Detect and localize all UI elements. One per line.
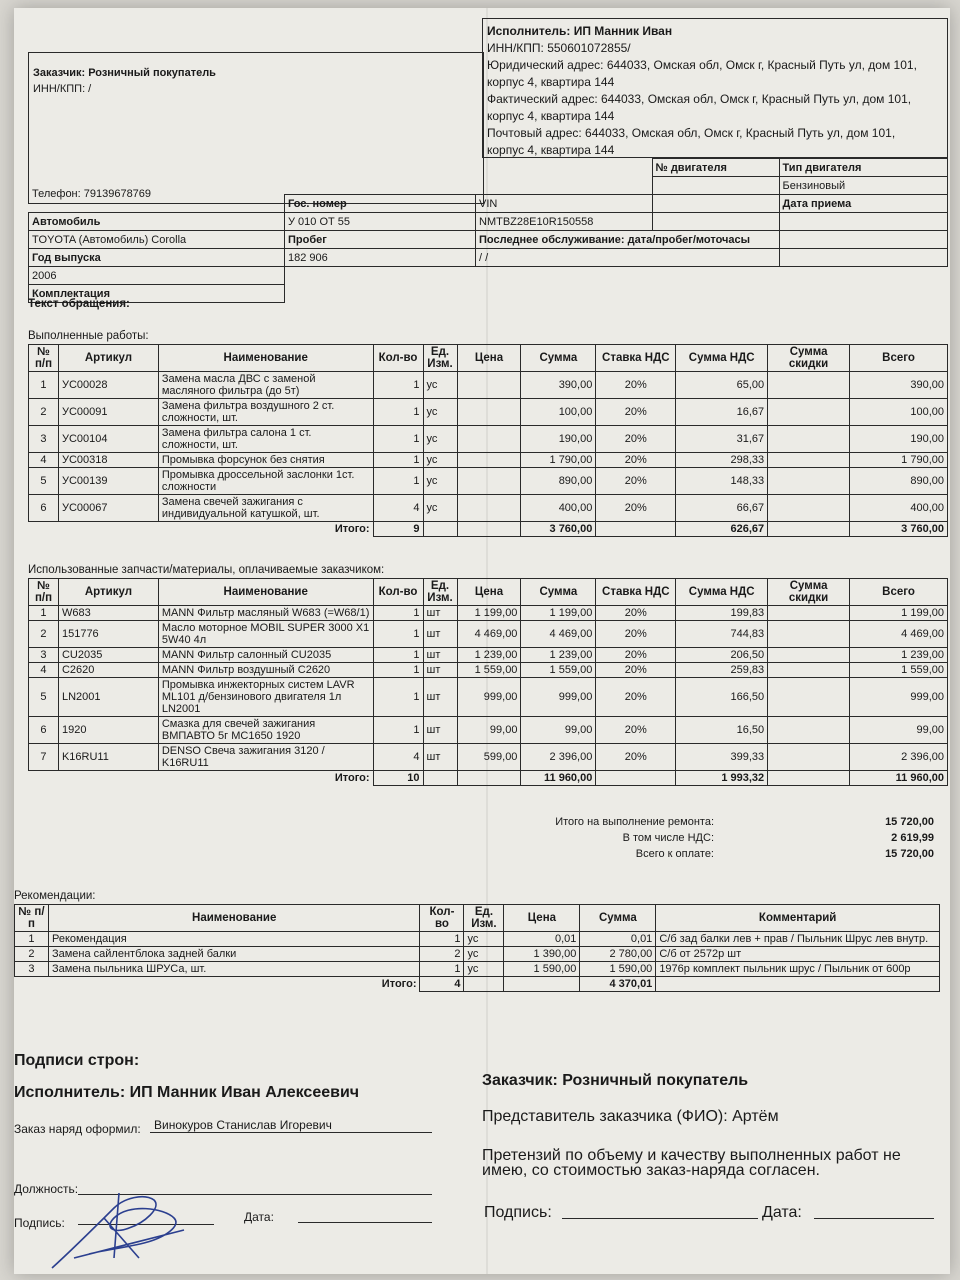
table-cell: 5: [29, 678, 59, 717]
table-cell: 20%: [596, 495, 676, 522]
table-cell: 2 396,00: [850, 744, 948, 771]
table-cell: 20%: [596, 744, 676, 771]
table-cell: 1: [373, 399, 423, 426]
table-cell: 1 790,00: [521, 453, 596, 468]
table-cell: 1: [373, 621, 423, 648]
signatures-title: Подписи строн:: [14, 1052, 140, 1069]
table-cell: 390,00: [850, 372, 948, 399]
car-label: Автомобиль: [29, 213, 285, 231]
col-price: Цена: [504, 905, 580, 932]
col-unit: Ед. Изм.: [423, 579, 457, 606]
table-cell: 1 590,00: [504, 962, 580, 977]
table-cell: Масло моторное MOBIL SUPER 3000 X1 5W40 4л: [158, 621, 373, 648]
col-vat-sum: Сумма НДС: [676, 345, 768, 372]
table-cell: 2: [29, 399, 59, 426]
works-total-all: 3 760,00: [850, 522, 948, 537]
repair-total: 15 720,00: [885, 816, 934, 828]
last-service-value: / /: [476, 249, 780, 267]
table-cell: 206,50: [676, 648, 768, 663]
table-cell: Промывка форсунок без снятия: [158, 453, 373, 468]
table-cell: Смазка для свечей зажигания ВМПАВТО 5г МС1650 1920: [158, 717, 373, 744]
works-body: [29, 372, 948, 522]
works-total-qty: 9: [373, 522, 423, 537]
table-cell: MANN Фильтр воздушный C2620: [158, 663, 373, 678]
col-discount: Сумма скидки: [768, 579, 850, 606]
vat-total: 2 619,99: [891, 832, 934, 844]
table-cell: 1: [373, 372, 423, 399]
recs-total-label: Итого:: [15, 977, 420, 992]
table-cell: 6: [29, 495, 59, 522]
car-value: TOYOTA (Автомобиль) Corolla: [29, 231, 285, 249]
table-cell: 1: [373, 678, 423, 717]
executor-name: Исполнитель: ИП Манник Иван: [487, 24, 673, 38]
table-cell: 3: [29, 648, 59, 663]
works-total-sum: 3 760,00: [521, 522, 596, 537]
table-cell: УС00028: [58, 372, 158, 399]
table-cell: 1 239,00: [850, 648, 948, 663]
table-cell: [768, 399, 850, 426]
col-no: № п/п: [29, 579, 59, 606]
table-row: [29, 648, 948, 663]
table-cell: K16RU11: [58, 744, 158, 771]
table-cell: 20%: [596, 399, 676, 426]
table-cell: 190,00: [521, 426, 596, 453]
col-vat-rate: Ставка НДС: [596, 345, 676, 372]
table-cell: шт: [423, 621, 457, 648]
phone-line: Телефон: 79139678769: [32, 188, 152, 200]
table-cell: 7: [29, 744, 59, 771]
table-cell: ус: [464, 932, 504, 947]
works-table: [28, 344, 948, 537]
table-cell: DENSO Свеча зажигания 3120 / K16RU11: [158, 744, 373, 771]
table-cell: 1 559,00: [850, 663, 948, 678]
col-name: Наименование: [158, 579, 373, 606]
col-price: Цена: [457, 579, 521, 606]
table-cell: [457, 399, 521, 426]
table-cell: 2 780,00: [580, 947, 656, 962]
table-cell: [768, 372, 850, 399]
table-cell: 1: [29, 372, 59, 399]
table-cell: 1: [373, 453, 423, 468]
table-cell: [768, 648, 850, 663]
table-cell: шт: [423, 648, 457, 663]
table-cell: 1: [373, 648, 423, 663]
table-cell: [457, 426, 521, 453]
table-row: [29, 372, 948, 399]
col-article: Артикул: [58, 345, 158, 372]
customer-signature-line: [562, 1218, 758, 1219]
table-cell: 20%: [596, 426, 676, 453]
works-total-vat: 626,67: [676, 522, 768, 537]
table-cell: W683: [58, 606, 158, 621]
table-cell: 100,00: [521, 399, 596, 426]
recs-total-row: [15, 977, 940, 992]
table-cell: 4: [373, 744, 423, 771]
col-article: Артикул: [58, 579, 158, 606]
table-cell: 31,67: [676, 426, 768, 453]
col-comment: Комментарий: [656, 905, 940, 932]
col-discount: Сумма скидки: [768, 345, 850, 372]
table-cell: [457, 372, 521, 399]
table-row: [29, 678, 948, 717]
table-cell: 4: [29, 453, 59, 468]
customer-representative: Представитель заказчика (ФИО): Артём: [482, 1108, 779, 1125]
parts-total-row: [29, 771, 948, 786]
parts-section: [28, 578, 948, 786]
table-cell: 20%: [596, 621, 676, 648]
table-cell: 1 239,00: [457, 648, 521, 663]
table-cell: шт: [423, 717, 457, 744]
table-row: [29, 717, 948, 744]
executor-actual-address: Фактический адрес: 644033, Омская обл, Омск г, Красный Путь ул, дом 101,: [487, 92, 912, 106]
table-cell: 4 469,00: [850, 621, 948, 648]
parts-title: Использованные запчасти/материалы, оплачиваемые заказчиком:: [28, 564, 385, 576]
executor-postal-address-2: корпус 4, квартира 144: [487, 143, 615, 157]
table-cell: 999,00: [521, 678, 596, 717]
table-cell: 100,00: [850, 399, 948, 426]
works-section: [28, 344, 948, 537]
table-cell: MANN Фильтр салонный CU2035: [158, 648, 373, 663]
table-cell: С/б от 2572р шт: [656, 947, 940, 962]
works-total-row: [29, 522, 948, 537]
table-cell: 1: [373, 663, 423, 678]
table-cell: УС00091: [58, 399, 158, 426]
mileage-value: 182 906: [285, 249, 476, 267]
table-cell: [768, 717, 850, 744]
col-unit: Ед. Изм.: [464, 905, 504, 932]
pay-total: 15 720,00: [885, 848, 934, 860]
table-cell: [457, 495, 521, 522]
table-cell: Замена фильтра воздушного 2 ст. сложности, шт.: [158, 399, 373, 426]
table-cell: ус: [423, 468, 457, 495]
engine-type: Бензиновый: [779, 177, 948, 195]
table-cell: 1: [29, 606, 59, 621]
col-sum: Сумма: [521, 579, 596, 606]
plate-label: Гос. номер: [285, 195, 476, 213]
table-cell: 4: [29, 663, 59, 678]
table-row: [29, 453, 948, 468]
col-sum: Сумма: [521, 345, 596, 372]
table-cell: 890,00: [850, 468, 948, 495]
kit-label: Комплектация: [29, 285, 285, 303]
table-cell: 20%: [596, 678, 676, 717]
engine-no-label: № двигателя: [652, 159, 779, 177]
table-cell: ус: [464, 947, 504, 962]
work-order-sheet: [14, 8, 950, 1274]
table-cell: [768, 663, 850, 678]
recs-header-row: [15, 905, 940, 932]
table-cell: 20%: [596, 453, 676, 468]
table-cell: 1976р комплект пыльник шрус / Пыльник от 600р: [656, 962, 940, 977]
parts-total-label: Итого:: [29, 771, 374, 786]
col-sum: Сумма: [580, 905, 656, 932]
table-cell: 65,00: [676, 372, 768, 399]
year-value: 2006: [29, 267, 285, 285]
table-cell: [768, 678, 850, 717]
table-cell: LN2001: [58, 678, 158, 717]
table-cell: 3: [15, 962, 49, 977]
date-line: [298, 1222, 432, 1223]
table-cell: [768, 744, 850, 771]
works-total-label: Итого:: [29, 522, 374, 537]
table-cell: 4: [373, 495, 423, 522]
table-row: [15, 932, 940, 947]
executor-inn: ИНН/КПП: 550601072855/: [487, 41, 631, 55]
col-total: Всего: [850, 579, 948, 606]
table-cell: 4 469,00: [457, 621, 521, 648]
table-row: [29, 663, 948, 678]
order-by-name: Винокуров Станислав Игоревич: [154, 1118, 332, 1132]
parts-total-vat: 1 993,32: [676, 771, 768, 786]
col-name: Наименование: [48, 905, 420, 932]
table-cell: УС00318: [58, 453, 158, 468]
table-cell: 390,00: [521, 372, 596, 399]
recs-total-sum: 4 370,01: [580, 977, 656, 992]
position-label: Должность:: [14, 1182, 79, 1196]
table-cell: 20%: [596, 468, 676, 495]
table-cell: Рекомендация: [48, 932, 420, 947]
table-row: [29, 399, 948, 426]
table-cell: 1: [373, 606, 423, 621]
table-cell: 16,50: [676, 717, 768, 744]
table-cell: 1: [420, 962, 464, 977]
table-cell: 2: [420, 947, 464, 962]
table-cell: 1: [15, 932, 49, 947]
table-cell: CU2035: [58, 648, 158, 663]
customer-date-label: Дата:: [762, 1204, 802, 1221]
table-cell: ус: [423, 372, 457, 399]
pay-label: Всего к оплате:: [635, 848, 714, 860]
table-cell: 599,00: [457, 744, 521, 771]
col-no: № п/п: [15, 905, 49, 932]
table-cell: 0,01: [580, 932, 656, 947]
table-cell: 1 590,00: [580, 962, 656, 977]
table-cell: 1 199,00: [457, 606, 521, 621]
executor-postal-address: Почтовый адрес: 644033, Омская обл, Омск г, Красный Путь ул, дом 101,: [487, 126, 896, 140]
order-by-line: [150, 1132, 432, 1133]
reception-date-label: Дата приема: [779, 195, 948, 213]
table-cell: Замена пыльника ШРУСа, шт.: [48, 962, 420, 977]
engine-type-label: Тип двигателя: [779, 159, 948, 177]
last-service-label: Последнее обслуживание: дата/пробег/моточасы: [476, 231, 780, 249]
table-cell: УС00067: [58, 495, 158, 522]
col-no: № п/п: [29, 345, 59, 372]
table-cell: 199,83: [676, 606, 768, 621]
table-cell: шт: [423, 744, 457, 771]
table-cell: 1920: [58, 717, 158, 744]
table-cell: 20%: [596, 606, 676, 621]
table-cell: [768, 606, 850, 621]
table-cell: 298,33: [676, 453, 768, 468]
table-cell: УС00104: [58, 426, 158, 453]
table-cell: 99,00: [850, 717, 948, 744]
table-cell: шт: [423, 606, 457, 621]
table-cell: 1 559,00: [457, 663, 521, 678]
table-cell: 1: [420, 932, 464, 947]
vat-label: В том числе НДС:: [622, 832, 714, 844]
table-cell: шт: [423, 663, 457, 678]
table-cell: 0,01: [504, 932, 580, 947]
works-header-row: [29, 345, 948, 372]
executor-legal-address: Юридический адрес: 644033, Омская обл, Омск г, Красный Путь ул, дом 101,: [487, 58, 917, 72]
table-cell: 2: [15, 947, 49, 962]
table-cell: 6: [29, 717, 59, 744]
customer-signature-name: Заказчик: Розничный покупатель: [482, 1072, 749, 1089]
table-cell: 151776: [58, 621, 158, 648]
recs-total-qty: 4: [420, 977, 464, 992]
table-cell: Замена сайлентблока задней балки: [48, 947, 420, 962]
table-row: [29, 495, 948, 522]
table-cell: 890,00: [521, 468, 596, 495]
request-label: Текст обращения:: [28, 298, 130, 310]
col-qty: Кол-во: [373, 579, 423, 606]
table-cell: 1 199,00: [521, 606, 596, 621]
table-cell: [457, 453, 521, 468]
table-cell: 999,00: [850, 678, 948, 717]
engine-no: [652, 177, 779, 195]
table-cell: шт: [423, 678, 457, 717]
vehicle-table: [28, 158, 948, 303]
customer-signature-label: Подпись:: [484, 1204, 552, 1221]
table-cell: [457, 468, 521, 495]
vin-value: NMTBZ28E10R150558: [476, 213, 653, 231]
table-row: [15, 947, 940, 962]
executor-legal-address-2: корпус 4, квартира 144: [487, 75, 615, 89]
table-cell: ус: [423, 399, 457, 426]
recs-table: [14, 904, 940, 992]
executor-box: [482, 18, 948, 158]
col-price: Цена: [457, 345, 521, 372]
table-cell: ус: [464, 962, 504, 977]
parts-total-all: 11 960,00: [850, 771, 948, 786]
signature-label: Подпись:: [14, 1216, 65, 1230]
parts-body: [29, 606, 948, 771]
table-cell: C2620: [58, 663, 158, 678]
table-cell: [768, 495, 850, 522]
table-cell: Промывка дроссельной заслонки 1ст. сложности: [158, 468, 373, 495]
col-name: Наименование: [158, 345, 373, 372]
table-cell: 1: [373, 468, 423, 495]
table-cell: 3: [29, 426, 59, 453]
executor-signature-name: Исполнитель: ИП Манник Иван Алексеевич: [14, 1084, 360, 1101]
date-label: Дата:: [244, 1210, 274, 1224]
table-cell: 1 199,00: [850, 606, 948, 621]
table-cell: 66,67: [676, 495, 768, 522]
table-cell: 20%: [596, 648, 676, 663]
table-cell: 166,50: [676, 678, 768, 717]
header-block: [28, 18, 948, 300]
table-cell: ус: [423, 426, 457, 453]
table-cell: 4 469,00: [521, 621, 596, 648]
parts-table: [28, 578, 948, 786]
table-row: [29, 468, 948, 495]
table-cell: ус: [423, 453, 457, 468]
table-cell: Замена масла ДВС с заменой масляного фильтра (до 5т): [158, 372, 373, 399]
table-cell: 999,00: [457, 678, 521, 717]
table-row: [15, 962, 940, 977]
col-unit: Ед. Изм.: [423, 345, 457, 372]
col-vat-sum: Сумма НДС: [676, 579, 768, 606]
col-qty: Кол-во: [373, 345, 423, 372]
claim-text: Претензий по объему и качеству выполненных работ не имею, со стоимостью заказ-наряда согласен.: [482, 1147, 901, 1179]
table-cell: 5: [29, 468, 59, 495]
table-cell: 259,83: [676, 663, 768, 678]
table-cell: 16,67: [676, 399, 768, 426]
executor-actual-address-2: корпус 4, квартира 144: [487, 109, 615, 123]
vin-label: VIN: [476, 195, 653, 213]
recs-section: [14, 904, 940, 992]
table-cell: 20%: [596, 717, 676, 744]
col-total: Всего: [850, 345, 948, 372]
table-cell: 1 239,00: [521, 648, 596, 663]
recs-body: [15, 932, 940, 977]
parts-total-sum: 11 960,00: [521, 771, 596, 786]
table-cell: 2: [29, 621, 59, 648]
table-cell: 2 396,00: [521, 744, 596, 771]
col-vat-rate: Ставка НДС: [596, 579, 676, 606]
parts-header-row: [29, 579, 948, 606]
table-cell: 1 790,00: [850, 453, 948, 468]
customer-line: Заказчик: Розничный покупатель: [33, 67, 216, 79]
table-cell: ус: [423, 495, 457, 522]
table-cell: 1: [373, 426, 423, 453]
table-cell: 744,83: [676, 621, 768, 648]
recs-title: Рекомендации:: [14, 890, 96, 902]
table-cell: 190,00: [850, 426, 948, 453]
table-row: [29, 606, 948, 621]
repair-label: Итого на выполнение ремонта:: [555, 816, 714, 828]
order-by-label: Заказ наряд оформил:: [14, 1122, 141, 1136]
table-cell: 1: [373, 717, 423, 744]
table-row: [29, 621, 948, 648]
table-cell: 1 390,00: [504, 947, 580, 962]
table-cell: 399,33: [676, 744, 768, 771]
table-cell: [768, 426, 850, 453]
customer-date-line: [814, 1218, 934, 1219]
table-cell: [768, 468, 850, 495]
parts-total-qty: 10: [373, 771, 423, 786]
table-cell: 20%: [596, 663, 676, 678]
inn-line: ИНН/КПП: /: [33, 83, 92, 95]
table-cell: 1 559,00: [521, 663, 596, 678]
year-label: Год выпуска: [29, 249, 285, 267]
table-cell: С/б зад балки лев + прав / Пыльник Шрус лев внутр.: [656, 932, 940, 947]
plate-value: У 010 ОТ 55: [285, 213, 476, 231]
table-cell: MANN Фильтр масляный W683 (=W68/1): [158, 606, 373, 621]
table-cell: 99,00: [457, 717, 521, 744]
table-row: [29, 426, 948, 453]
table-cell: УС00139: [58, 468, 158, 495]
table-cell: 99,00: [521, 717, 596, 744]
table-cell: 400,00: [521, 495, 596, 522]
table-cell: Замена фильтра салона 1 ст. сложности, шт.: [158, 426, 373, 453]
mileage-label: Пробег: [285, 231, 476, 249]
table-row: [29, 744, 948, 771]
table-cell: 400,00: [850, 495, 948, 522]
col-qty: Кол-во: [420, 905, 464, 932]
reception-date: [779, 213, 948, 231]
table-cell: Замена свечей зажигания с индивидуальной катушкой, шт.: [158, 495, 373, 522]
handwritten-signature: [44, 1188, 204, 1278]
works-title: Выполненные работы:: [28, 330, 149, 342]
table-cell: 20%: [596, 372, 676, 399]
table-cell: [768, 621, 850, 648]
table-cell: [768, 453, 850, 468]
table-cell: 148,33: [676, 468, 768, 495]
table-cell: Промывка инжекторных систем LAVR ML101 д/бензинового двигателя 1л LN2001: [158, 678, 373, 717]
